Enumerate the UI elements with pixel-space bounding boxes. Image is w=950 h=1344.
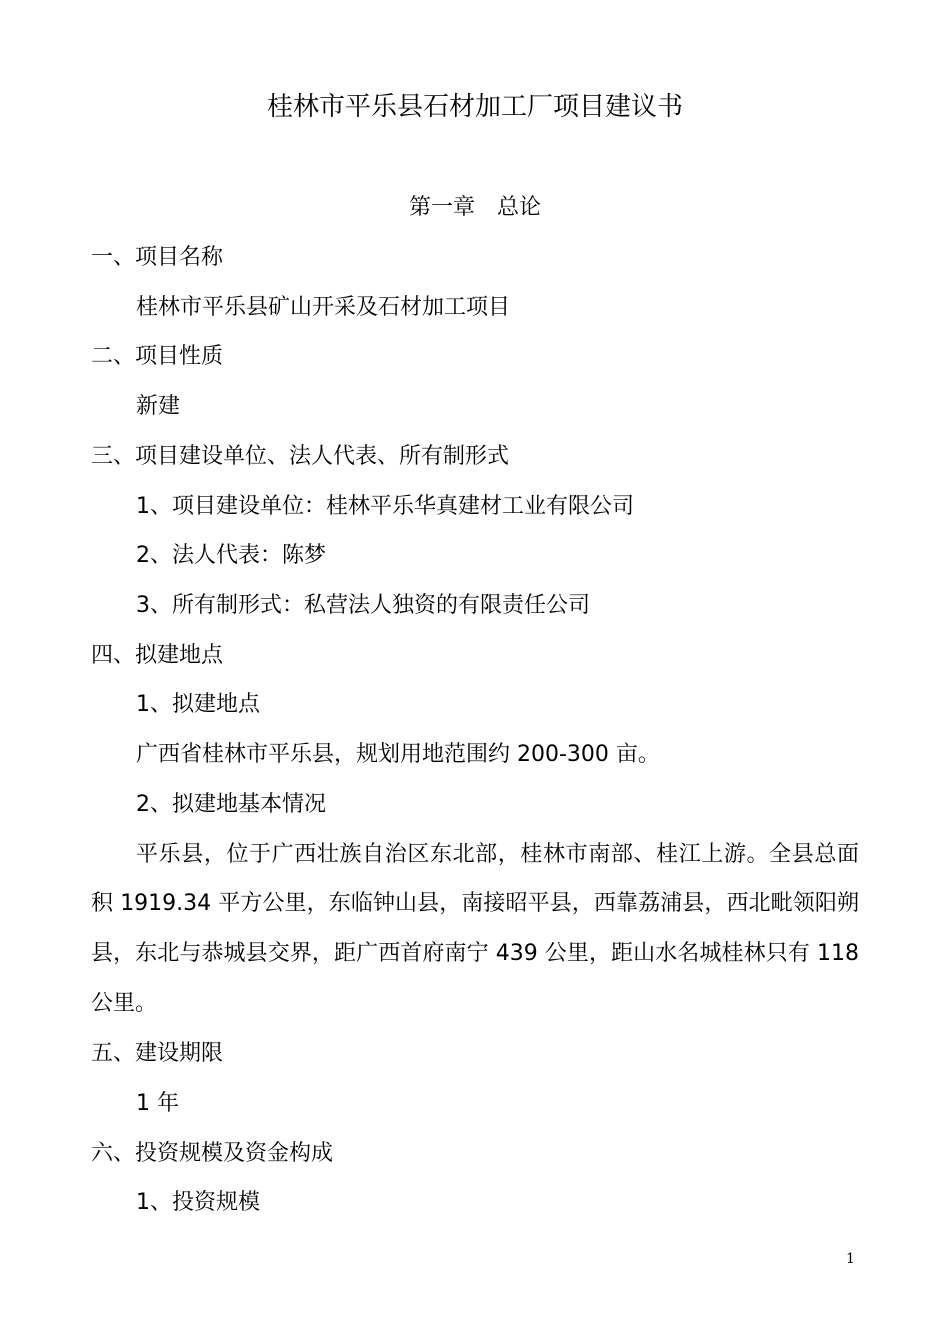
section-heading-construction-unit: 三、项目建设单位、法人代表、所有制形式 bbox=[91, 444, 510, 469]
section-heading-project-nature: 二、项目性质 bbox=[91, 344, 224, 369]
site-basic-info-item: 2、拟建地基本情况 bbox=[136, 792, 326, 817]
site-description-line: 县，东北与恭城县交界，距广西首府南宁 439 公里，距山水名城桂林只有 118 bbox=[91, 941, 859, 966]
chapter-heading: 第一章 总论 bbox=[408, 195, 541, 220]
document-title: 桂林市平乐县石材加工厂项目建议书 bbox=[266, 92, 683, 122]
site-description-line: 公里。 bbox=[91, 991, 158, 1016]
ownership-form-item: 3、所有制形式：私营法人独资的有限责任公司 bbox=[136, 593, 590, 618]
proposed-site-item: 1、拟建地点 bbox=[136, 692, 260, 717]
page-number: 1 bbox=[846, 1251, 855, 1267]
construction-unit-item: 1、项目建设单位：桂林平乐华真建材工业有限公司 bbox=[136, 494, 634, 519]
project-nature-text: 新建 bbox=[136, 394, 181, 419]
site-description-line: 平乐县，位于广西壮族自治区东北部，桂林市南部、桂江上游。全县总面 bbox=[136, 842, 859, 867]
section-heading-proposed-site: 四、拟建地点 bbox=[91, 643, 224, 668]
site-description-line: 积 1919.34 平方公里，东临钟山县，南接昭平县，西靠荔浦县，西北毗领阳朔 bbox=[91, 891, 859, 916]
construction-period-text: 1 年 bbox=[136, 1091, 179, 1116]
legal-representative-item: 2、法人代表：陈梦 bbox=[136, 543, 326, 568]
section-heading-project-name: 一、项目名称 bbox=[91, 245, 224, 270]
investment-scale-item: 1、投资规模 bbox=[136, 1190, 260, 1215]
section-heading-construction-period: 五、建设期限 bbox=[91, 1041, 224, 1066]
section-heading-investment: 六、投资规模及资金构成 bbox=[91, 1141, 334, 1166]
proposed-site-text: 广西省桂林市平乐县，规划用地范围约 200-300 亩。 bbox=[136, 742, 660, 767]
project-name-text: 桂林市平乐县矿山开采及石材加工项目 bbox=[136, 295, 511, 320]
